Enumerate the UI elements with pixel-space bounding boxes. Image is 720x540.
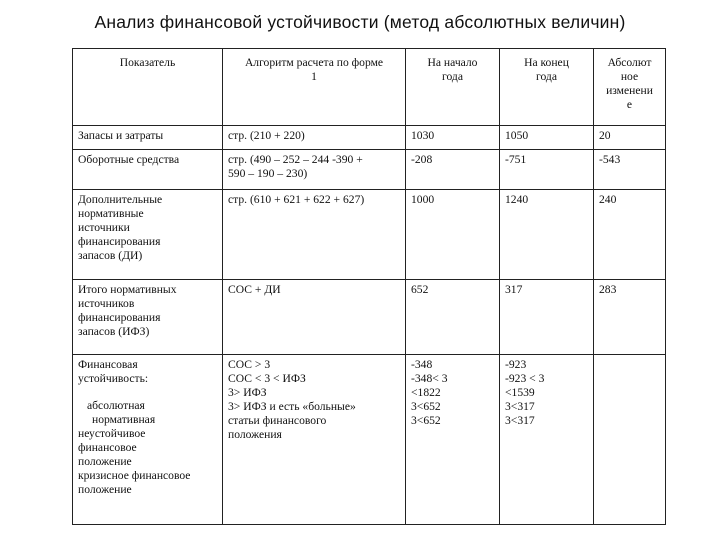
cell-line: финансовое <box>78 441 137 454</box>
table-row <box>73 126 666 150</box>
header-line: е <box>626 98 633 111</box>
cell-line: Запасы и затраты <box>78 129 164 142</box>
cell-line: СОС > 3 <box>228 358 271 371</box>
cell-line: кризисное финансовое <box>78 469 191 482</box>
cell-start-of-year <box>406 280 500 355</box>
cell-line: 20 <box>599 129 611 142</box>
cell-line: 3<652 <box>411 414 441 427</box>
cell-line: неустойчивое <box>78 427 146 440</box>
header-absolute-change <box>594 49 666 126</box>
cell-indicator <box>73 150 223 190</box>
cell-start-of-year <box>406 190 500 280</box>
cell-line: стр. (610 + 621 + 622 + 627) <box>228 193 365 206</box>
cell-absolute-change <box>594 126 666 150</box>
cell-line: 3> ИФЗ <box>228 386 267 399</box>
cell-line: -751 <box>505 153 527 166</box>
header-line: Показатель <box>119 56 176 69</box>
header-line: изменени <box>606 84 653 97</box>
cell-line: устойчивость: <box>78 372 149 385</box>
cell-algorithm <box>223 150 406 190</box>
cell-line: абсолютная <box>87 399 145 412</box>
cell-line: 317 <box>505 283 523 296</box>
header-line: ное <box>620 70 639 83</box>
cell-line: <1822 <box>411 386 441 399</box>
cell-line: СОС + ДИ <box>228 283 281 296</box>
cell-start-of-year <box>406 355 500 525</box>
cell-indicator <box>73 280 223 355</box>
cell-line: стр. (210 + 220) <box>228 129 305 142</box>
page-title: Анализ финансовой устойчивости (метод абсолютных величин) <box>94 12 626 32</box>
table-row <box>73 150 666 190</box>
cell-line: -923 < 3 <box>505 372 545 385</box>
header-line: года <box>442 70 463 83</box>
cell-line: 3> ИФЗ и есть «больные» <box>228 400 356 413</box>
header-line: На конец <box>524 56 569 69</box>
cell-end-of-year <box>500 355 594 525</box>
cell-algorithm <box>223 126 406 150</box>
header-line: 1 <box>311 70 317 83</box>
cell-line: нормативные <box>78 207 144 220</box>
table-row <box>73 355 666 525</box>
cell-end-of-year <box>500 190 594 280</box>
cell-line: 3<317 <box>505 400 535 413</box>
cell-line: Оборотные средства <box>78 153 180 166</box>
cell-line: 652 <box>411 283 429 296</box>
cell-line: источников <box>78 297 135 310</box>
cell-line: финансирования <box>78 235 161 248</box>
cell-line: Финансовая <box>78 358 138 371</box>
cell-line: статьи финансового <box>228 414 327 427</box>
header-start-of-year <box>406 49 500 126</box>
cell-line: 1030 <box>411 129 435 142</box>
cell-line: Дополнительные <box>78 193 163 206</box>
header-line: Абсолют <box>607 56 652 69</box>
cell-absolute-change <box>594 150 666 190</box>
cell-absolute-change <box>594 355 666 525</box>
cell-algorithm <box>223 280 406 355</box>
cell-line: финансирования <box>78 311 161 324</box>
cell-indicator <box>73 126 223 150</box>
cell-start-of-year <box>406 150 500 190</box>
spacer <box>78 386 217 399</box>
cell-line: стр. (490 – 252 – 244 -390 + <box>228 153 363 166</box>
table-row <box>73 190 666 280</box>
cell-line: 1050 <box>505 129 529 142</box>
cell-line: 283 <box>599 283 617 296</box>
cell-line: положение <box>78 483 132 496</box>
header-line: На начало <box>427 56 478 69</box>
cell-end-of-year <box>500 150 594 190</box>
cell-algorithm <box>223 355 406 525</box>
table-row <box>73 280 666 355</box>
cell-line: положение <box>78 455 132 468</box>
cell-line: -348 <box>411 358 433 371</box>
cell-indicator <box>73 355 223 525</box>
cell-line: 1000 <box>411 193 435 206</box>
cell-line: источники <box>78 221 130 234</box>
header-indicator <box>73 49 223 126</box>
header-line: года <box>536 70 557 83</box>
cell-line: 3<652 <box>411 400 441 413</box>
cell-line: запасов (ИФЗ) <box>78 325 150 338</box>
cell-start-of-year <box>406 126 500 150</box>
cell-line: 3<317 <box>505 414 535 427</box>
cell-end-of-year <box>500 126 594 150</box>
cell-line: 590 – 190 – 230) <box>228 167 308 180</box>
cell-line: 240 <box>599 193 617 206</box>
header-line: Алгоритм расчета по форме <box>244 56 384 69</box>
cell-absolute-change <box>594 280 666 355</box>
table-header-row <box>73 49 666 126</box>
cell-line: -348< 3 <box>411 372 448 385</box>
cell-indicator <box>73 190 223 280</box>
financial-stability-table <box>72 48 666 525</box>
cell-line: запасов (ДИ) <box>78 249 143 262</box>
cell-line: положения <box>228 428 282 441</box>
cell-line: -208 <box>411 153 433 166</box>
cell-line: нормативная <box>92 413 156 426</box>
cell-line: -923 <box>505 358 527 371</box>
cell-line: <1539 <box>505 386 535 399</box>
cell-line: 1240 <box>505 193 529 206</box>
header-end-of-year <box>500 49 594 126</box>
cell-line: Итого нормативных <box>78 283 177 296</box>
cell-end-of-year <box>500 280 594 355</box>
header-algorithm <box>223 49 406 126</box>
cell-algorithm <box>223 190 406 280</box>
cell-line: СОС < 3 < ИФЗ <box>228 372 306 385</box>
cell-line: -543 <box>599 153 621 166</box>
cell-absolute-change <box>594 190 666 280</box>
